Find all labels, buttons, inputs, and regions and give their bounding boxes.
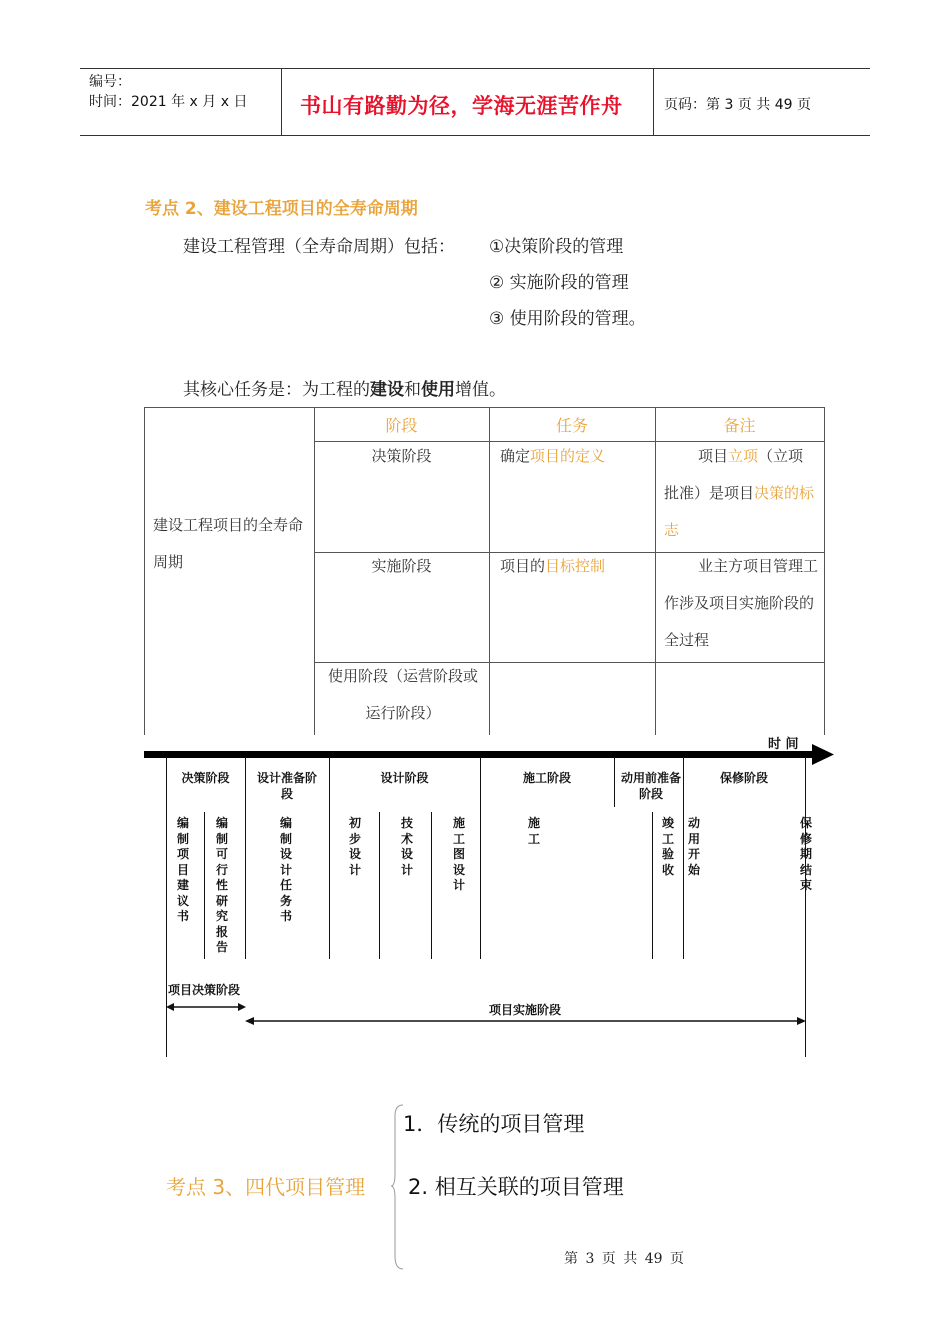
phase-list-item: ② 实施阶段的管理 xyxy=(489,273,629,293)
timeline-divider xyxy=(683,757,684,959)
task-label: 编制项目建议书 xyxy=(176,816,189,923)
core-task-bold-use: 使用 xyxy=(421,380,455,400)
task-label: 初步设计 xyxy=(348,816,361,877)
table-rule xyxy=(489,407,490,735)
timeline-boundary xyxy=(805,757,806,1057)
column-header-task: 任务 xyxy=(555,416,588,435)
task-label: 施工 xyxy=(527,816,540,846)
task-label: 技术设计 xyxy=(400,816,413,877)
timeline-divider xyxy=(614,757,615,807)
table-cell-note: 业主方项目管理工作涉及项目实施阶段的全过程 xyxy=(664,557,819,649)
phase-list-item: ③ 使用阶段的管理。 xyxy=(489,309,646,329)
table-rule xyxy=(144,407,145,735)
section3-title: 考点 3、四代项目管理 xyxy=(166,1175,366,1199)
task-label: 竣工验收 xyxy=(661,816,674,877)
header-divider xyxy=(653,68,654,136)
table-cell-stage: 实施阶段 xyxy=(371,557,432,575)
management-generation-item: 1．传统的项目管理 xyxy=(403,1112,585,1136)
footer-page-number: 第 3 页 共 49 页 xyxy=(564,1251,684,1267)
timeline-divider xyxy=(329,757,330,959)
header-top-rule xyxy=(80,68,870,69)
phase-label: 保修阶段 xyxy=(719,771,768,785)
table-rule xyxy=(144,407,824,408)
header-bottom-rule xyxy=(80,135,870,136)
table-rule xyxy=(824,407,825,735)
table-cell-stage: 决策阶段 xyxy=(371,447,432,465)
table-cell-stage: 使用阶段（运营阶段或运行阶段） xyxy=(327,667,478,722)
core-task-sentence xyxy=(183,375,506,400)
table-rule xyxy=(655,407,656,735)
doc-number-label: 编号： xyxy=(89,74,131,90)
header-motto: 书山有路勤为径，学海无涯苦作舟 xyxy=(300,94,623,118)
core-task-prefix: 其核心任务是：为工程的 xyxy=(183,380,370,400)
arrow-right-icon xyxy=(812,744,834,765)
task-label: 编制可行性研究报告 xyxy=(215,816,228,954)
phase-label: 施工阶段 xyxy=(522,771,571,785)
timeline-subdivider xyxy=(652,812,653,959)
task-label: 编制设计任务书 xyxy=(279,816,292,923)
timeline-divider xyxy=(245,757,246,959)
column-header-stage: 阶段 xyxy=(385,416,418,435)
phase-list-item: ①决策阶段的管理 xyxy=(489,237,624,257)
timeline-subdivider xyxy=(431,812,432,959)
task-label: 动用开始 xyxy=(687,816,700,877)
timeline-divider xyxy=(480,757,481,959)
core-task-suffix: 增值。 xyxy=(455,380,506,400)
table-row-label: 建设工程项目的全寿命周期 xyxy=(153,516,304,571)
implementation-span-label: 项目实施阶段 xyxy=(488,1003,561,1017)
decision-span-label: 项目决策阶段 xyxy=(168,983,241,997)
column-header-note: 备注 xyxy=(723,416,756,435)
header-divider xyxy=(281,68,282,136)
page-indicator: 页码：第 3 页 共 49 页 xyxy=(664,97,811,113)
time-axis-label: 时 间 xyxy=(768,737,799,752)
section2-intro: 建设工程管理（全寿命周期）包括： xyxy=(183,237,455,257)
timeline-subdivider xyxy=(204,812,205,959)
core-task-bold-build: 建设 xyxy=(370,380,404,400)
phase-label: 动用前准备阶段 xyxy=(620,771,681,801)
table-cell-task: 确定项目的定义 xyxy=(500,447,606,465)
timeline-subdivider xyxy=(379,812,380,959)
phase-label: 决策阶段 xyxy=(181,771,230,785)
section2-title: 考点 2、建设工程项目的全寿命周期 xyxy=(145,199,418,219)
table-cell-task: 项目的目标控制 xyxy=(500,557,606,575)
core-task-and: 和 xyxy=(404,380,421,400)
management-generation-item: 2. 相互关联的项目管理 xyxy=(408,1175,624,1199)
implementation-span-arrow xyxy=(245,1015,806,1027)
brace-icon xyxy=(390,1104,404,1270)
doc-time-label: 时间：2021 年 x 月 x 日 xyxy=(89,94,248,110)
phase-label: 设计准备阶段 xyxy=(256,771,317,801)
task-label: 保修期结束 xyxy=(799,816,812,892)
decision-span-arrow xyxy=(166,1001,246,1013)
table-cell-note: 项目立项（立项批准）是项目决策的标志 xyxy=(664,447,815,539)
phase-label: 设计阶段 xyxy=(380,771,429,785)
task-label: 施工图设计 xyxy=(452,816,465,892)
